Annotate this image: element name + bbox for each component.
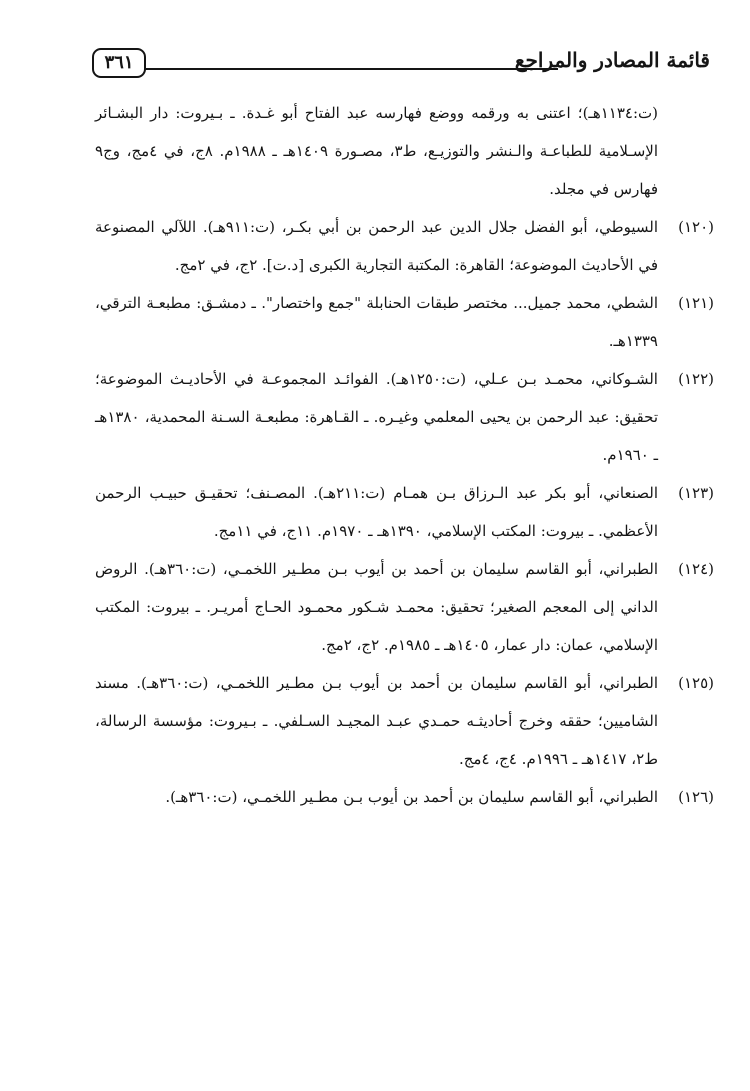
entry-text: الشـوكاني، محمـد بـن عـلي، (ت:١٢٥٠هـ). الفوائـد المجموعـة في الأحاديـث الموضوعة؛ تحقيق: عبد الرحمن بن يحيى المعلمي وغيـره. ـ القـاهرة: مطبعـة السـنة المحمدية، ١٣٨٠هـ ـ ١٩٦٠م. bbox=[95, 370, 658, 464]
running-header bbox=[92, 44, 710, 84]
bibliography-entry bbox=[95, 360, 714, 474]
bibliography-entry bbox=[95, 474, 714, 550]
entry-text: الطبراني، أبو القاسم سليمان بن أحمد بن أيوب بـن مطـير اللخمـي، (ت:٣٦٠هـ). الروض الداني إلى المعجم الصغير؛ تحقيق: محمـد شـكور محمـود الحـاج أمريـر. ـ بيروت: المكتب الإسلامي، عمان: دار عمار، ١٤٠٥هـ ـ ١٩٨٥م. ٢ج، ٢مج. bbox=[95, 560, 658, 654]
entry-number: (١٢٤) bbox=[678, 560, 714, 578]
header-title: قائمة المصادر والمراجع bbox=[514, 48, 710, 72]
entry-text: الطبراني، أبو القاسم سليمان بن أحمد بن أيوب بـن مطـير اللخمـي، (ت:٣٦٠هـ). bbox=[165, 788, 658, 806]
entry-text: الشطي، محمد جميل... مختصر طبقات الحنابلة "جمع واختصار". ـ دمشـق: مطبعـة الترقي، ١٣٣٩هـ. bbox=[95, 294, 658, 350]
entry-text: الصنعاني، أبو بكر عبد الـرزاق بـن همـام (ت:٢١١هـ). المصـنف؛ تحقيـق حبيـب الرحمن الأعظمي. ـ بيروت: المكتب الإسلامي، ١٣٩٠هـ ـ ١٩٧٠م. ١١ج، في ١١مج. bbox=[95, 484, 658, 540]
entries-container bbox=[95, 208, 714, 816]
entry-number: (١٢٦) bbox=[678, 788, 714, 806]
entry-number: (١٢٥) bbox=[678, 674, 714, 692]
bibliography-entry bbox=[95, 208, 714, 284]
page-number: ٣٦١ bbox=[92, 48, 146, 78]
continued-entry-text: (ت:١١٣٤هـ)؛ اعتنى به ورقمه ووضع فهارسه عبد الفتاح أبو غـدة. ـ بـيروت: دار البشـائر الإسـلامية للطباعـة والـنشر والتوزيـع، ط٣، مصـورة ١٤٠٩هـ ـ ١٩٨٨م. ٨ج، في ٤مج، وج٩ فهارس في مجلد. bbox=[95, 104, 658, 198]
entry-number: (١٢٢) bbox=[678, 370, 714, 388]
bibliography-list bbox=[95, 94, 714, 816]
entry-text: السيوطي، أبو الفضل جلال الدين عبد الرحمن بن أبي بكـر، (ت:٩١١هـ). اللآلي المصنوعة في الأحاديث الموضوعة؛ القاهرة: المكتبة التجارية الكبرى [د.ت]. ٢ج، في ٢مج. bbox=[95, 218, 658, 274]
bibliography-entry bbox=[95, 664, 714, 778]
bibliography-entry bbox=[95, 778, 714, 816]
bibliography-entry bbox=[95, 284, 714, 360]
entry-number: (١٢٠) bbox=[678, 218, 714, 236]
entry-text: الطبراني، أبو القاسم سليمان بن أحمد بن أيوب بـن مطـير اللخمـي، (ت:٣٦٠هـ). مسند الشاميين؛ حققه وخرج أحاديثـه حمـدي عبـد المجيـد السـلفي. ـ بـيروت: مؤسسة الرسالة، ط٢، ١٤١٧هـ ـ ١٩٩٦م. ٤ج، ٤مج. bbox=[95, 674, 658, 768]
header-rule bbox=[144, 68, 558, 70]
entry-number: (١٢١) bbox=[678, 294, 714, 312]
entry-number: (١٢٣) bbox=[678, 484, 714, 502]
bibliography-entry bbox=[95, 550, 714, 664]
